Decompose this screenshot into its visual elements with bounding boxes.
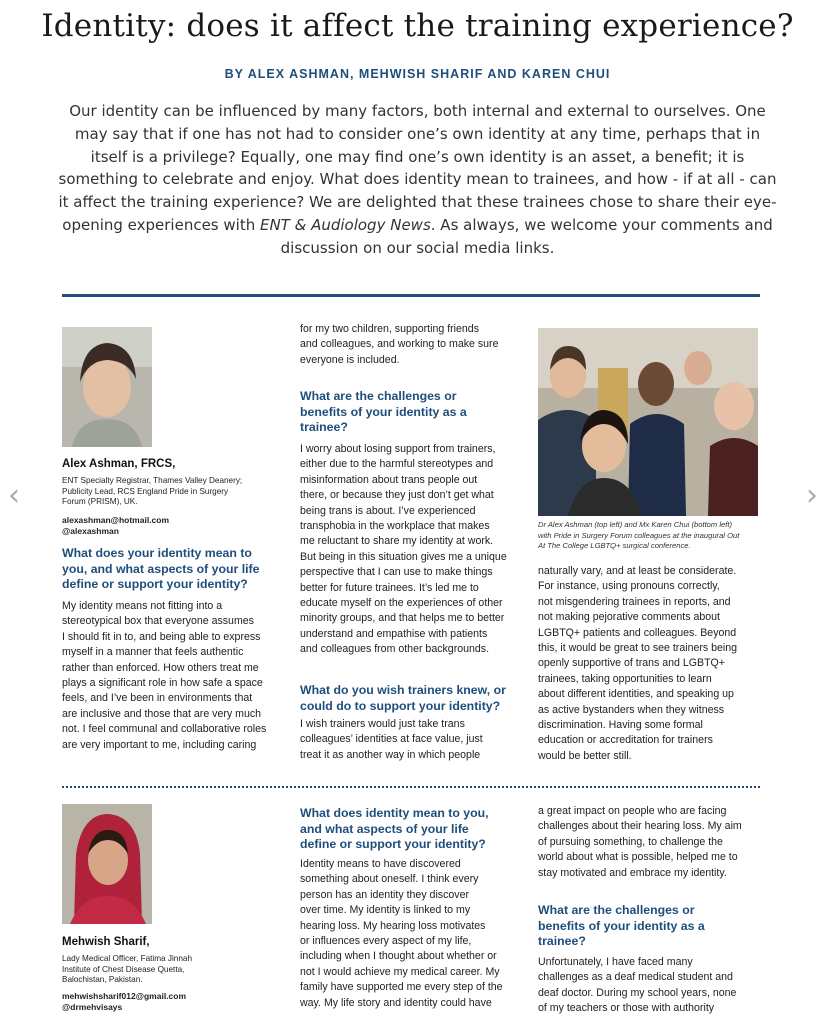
email-link[interactable]: mehwishsharif012@gmail.com	[62, 991, 187, 1001]
heading-line: define or support your identity?	[62, 577, 248, 592]
heading-line: define or support your identity?	[300, 837, 486, 852]
text-line: challenges as a deaf medical student and	[538, 971, 733, 984]
text-line: colleagues’ identities at face value, just	[300, 733, 483, 746]
heading-line: benefits of your identity as a	[538, 918, 705, 933]
question-heading	[300, 389, 467, 436]
text-line: of my teachers or those with authority	[538, 1002, 715, 1015]
heading-line: trainee?	[538, 934, 586, 949]
text-line: everyone is included.	[300, 353, 400, 366]
role-line: Lady Medical Officer, Fatima Jinnah	[62, 954, 192, 963]
text-line: and colleagues, and working to make sure	[300, 338, 499, 351]
heading-line: could do to support your identity?	[300, 698, 501, 713]
caption-line: with Pride in Surgery Forum colleagues at the inaugural Out	[538, 530, 740, 540]
text-line: I should fit in to, and being able to express	[62, 630, 261, 643]
text-line: treat it as another way in which people	[300, 748, 481, 761]
heading-line: you, and what aspects of your life	[62, 561, 260, 576]
text-line: stereotypical box that everyone assumes	[62, 615, 254, 628]
question-heading	[300, 806, 489, 853]
text-line: hearing loss. My hearing loss motivates	[300, 919, 486, 932]
text-line: naturally vary, and at least be considerate.	[538, 565, 737, 577]
profile-role	[62, 954, 192, 986]
section-divider	[62, 786, 760, 788]
text-line: over time. My identity is linked to my	[300, 904, 471, 917]
prev-page-icon[interactable]: ‹	[8, 478, 20, 513]
heading-line: What are the challenges or	[300, 389, 457, 403]
text-line: not I would achieve my medical career. My	[300, 965, 500, 978]
question-heading	[300, 683, 506, 714]
text-line: this, it would be great to see trainers being	[538, 642, 738, 655]
text-line: discrimination. Having some formal	[538, 719, 703, 732]
heading-line: What does your identity mean to	[62, 546, 252, 560]
text-line: including when I thought about whether or	[300, 950, 497, 963]
answer-continued	[538, 564, 737, 764]
intro-text: Our identity can be influenced by many factors, both internal and external to ourselves. One may say that if one has not had to consider one’s own identity at any time, perhaps that in itself is a privilege? Equally, one may find one’s own identity is an asset, a benefit; it is something to celebrate and enjoy. What does identity mean to trainees, and how - if at all - can it affect the training experience? We are delighted that these trainees chose to share their eye-opening experiences with	[58, 102, 777, 234]
social-handle-link[interactable]: @drmehvisays	[62, 1002, 123, 1012]
text-line: rather than enforced. How others treat me	[62, 661, 259, 674]
text-line: plays a significant role in how safe a space	[62, 677, 263, 690]
text-line: way. My life story and identity could have	[300, 996, 492, 1009]
answer-continued	[300, 322, 498, 368]
answer-paragraph	[62, 599, 266, 753]
text-line: LGBTQ+ patients and colleagues. Beyond	[538, 626, 737, 639]
heading-line: What do you wish trainers knew, or	[300, 683, 506, 697]
byline: BY ALEX ASHMAN, MEHWISH SHARIF AND KAREN CHUI	[224, 67, 611, 81]
text-line: not misgendering trainees in reports, and	[538, 595, 731, 608]
text-line: me reluctant to share my identity at work.	[300, 535, 494, 548]
text-line: I worry about losing support from trainers,	[300, 443, 496, 455]
text-line: about different identities, and speaking up	[538, 688, 734, 701]
heading-line: and what aspects of your life	[300, 821, 469, 836]
text-line: education or accreditation for trainers	[538, 734, 713, 747]
text-line: Identity means to have discovered	[300, 858, 461, 870]
text-line: Unfortunately, I have faced many	[538, 956, 693, 968]
caption-line: Dr Alex Ashman (top left) and Mx Karen Chui (bottom left)	[538, 520, 732, 529]
role-line: Publicity Lead, RCS England Pride in Surgery	[62, 486, 229, 496]
intro-paragraph	[55, 100, 780, 260]
text-line: person has an identity they discover	[300, 888, 470, 901]
text-line: are very important to me, including caring	[62, 738, 257, 751]
social-handle-link[interactable]: @alexashman	[62, 526, 119, 536]
answer-paragraph	[300, 857, 503, 1011]
text-line: or influences every aspect of my life,	[300, 935, 472, 948]
role-line: Balochistan, Pakistan.	[62, 975, 143, 984]
text-line: family have supported me every step of the	[300, 981, 503, 994]
profile-contact	[62, 515, 169, 537]
question-heading	[62, 546, 259, 593]
text-line: world about what is possible, helped me to	[538, 851, 738, 864]
role-line: ENT Specialty Registrar, Thames Valley Deanery;	[62, 476, 243, 485]
heading-line: benefits of your identity as a	[300, 404, 467, 419]
text-line: as active bystanders when they witness	[538, 703, 725, 716]
text-line: transphobia in the workplace that makes	[300, 520, 490, 533]
text-line: misinformation about trans people out	[300, 473, 478, 486]
text-line: My identity means not fitting into a	[62, 600, 223, 612]
profile-name: Mehwish Sharif,	[62, 936, 150, 948]
photo-caption	[538, 520, 739, 552]
text-line: would be better still.	[538, 749, 632, 762]
next-page-icon[interactable]: ›	[806, 478, 818, 513]
answer-paragraph	[300, 717, 483, 763]
role-line: Institute of Chest Disease Quetta,	[62, 964, 185, 974]
role-line: Forum (PRISM), UK.	[62, 497, 138, 506]
text-line: myself in a manner that feels authentic	[62, 646, 244, 659]
text-line: better for future trainees. It’s led me to	[300, 581, 479, 594]
intro-text-end: . As always, we welcome your comments and discussion on our social media links.	[280, 215, 773, 257]
alex-ashman-photo	[62, 327, 152, 447]
intro-publication-name: ENT & Audiology News	[259, 215, 431, 234]
caption-line: At The College LGBTQ+ surgical conference.	[538, 541, 691, 550]
text-line: and colleagues from other backgrounds.	[300, 643, 490, 656]
text-line: stay motivated and embrace my identity.	[538, 866, 727, 879]
text-line: feels, and I’ve been in environments that	[62, 692, 253, 705]
text-line: For instance, using pronouns correctly,	[538, 580, 720, 593]
answer-paragraph	[300, 442, 507, 658]
text-line: openly supportive of trans and LGBTQ+	[538, 657, 725, 670]
heading-line: What does identity mean to you,	[300, 806, 489, 820]
text-line: not. I feel communal and collaborative roles	[62, 723, 267, 736]
profile-contact	[62, 991, 186, 1013]
profile-name: Alex Ashman, FRCS,	[62, 458, 176, 470]
text-line: I wish trainers would just take trans	[300, 718, 465, 730]
text-line: there, or because they just don’t get what	[300, 489, 494, 502]
mehwish-sharif-photo	[62, 804, 152, 924]
email-link[interactable]: alexashman@hotmail.com	[62, 515, 170, 525]
text-line: for my two children, supporting friends	[300, 323, 479, 335]
question-heading	[538, 903, 705, 950]
text-line: perspective that I can use to make things	[300, 566, 493, 579]
text-line: not making pejorative comments about	[538, 611, 720, 624]
text-line: something about oneself. I think every	[300, 873, 479, 886]
text-line: trainees, taking opportunities to learn	[538, 672, 712, 685]
answer-paragraph	[538, 955, 736, 1017]
text-line: educate myself on the experiences of other	[300, 597, 503, 610]
heading-line: What are the challenges or	[538, 903, 695, 917]
text-line: being trans is about. I’ve experienced	[300, 504, 476, 517]
group-photo	[538, 328, 758, 516]
text-line: minority groups, and that helps me to better	[300, 612, 505, 625]
answer-continued	[538, 804, 742, 881]
text-line: either due to the harmful stereotypes and	[300, 458, 494, 471]
profile-role	[62, 476, 242, 508]
text-line: But being in this situation gives me a unique	[300, 550, 507, 563]
article-title: Identity: does it affect the training experience?	[41, 8, 794, 44]
heading-line: trainee?	[300, 420, 348, 435]
text-line: a great impact on people who are facing	[538, 805, 727, 817]
text-line: of pursuing something, to challenge the	[538, 835, 723, 848]
text-line: deaf doctor. During my school years, none	[538, 986, 737, 999]
header-divider	[62, 294, 760, 297]
text-line: challenges about their hearing loss. My aim	[538, 820, 742, 833]
text-line: are inclusive and those that are very much	[62, 707, 262, 720]
text-line: understand and empathise with patients	[300, 627, 488, 640]
